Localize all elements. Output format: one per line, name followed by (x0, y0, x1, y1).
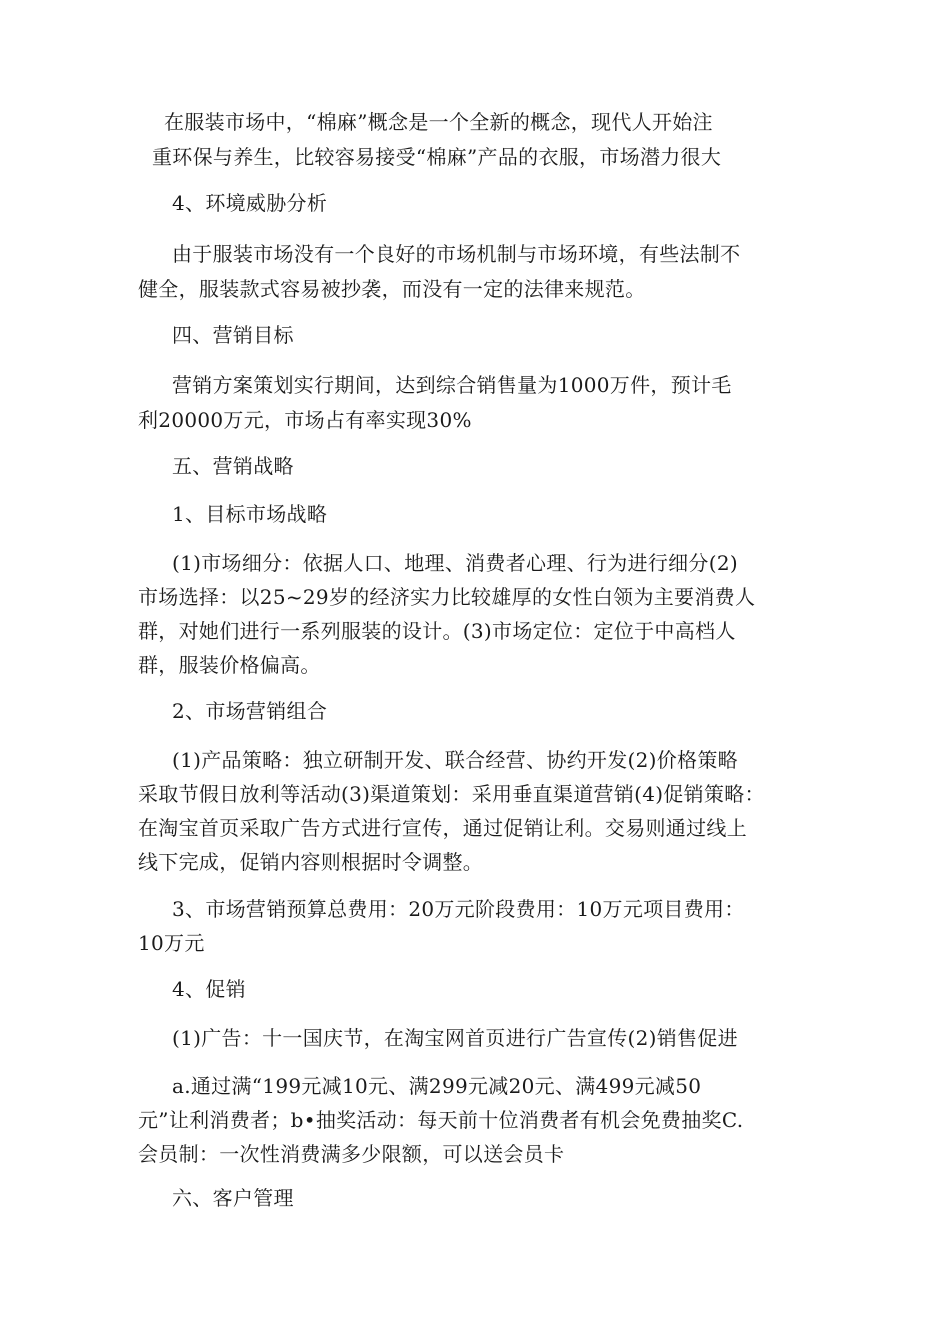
text-line: 在服装市场中，“棉麻”概念是一个全新的概念，现代人开始注 (164, 110, 713, 134)
text-line: (1)产品策略：独立研制开发、联合经营、协约开发(2)价格策略 (172, 748, 738, 772)
text-line: 市场选择：以25~29岁的经济实力比较雄厚的女性白领为主要消费人 (138, 585, 756, 609)
section-heading: 4、促销 (172, 977, 246, 1001)
text-line: 重环保与养生，比较容易接受“棉麻”产品的衣服，市场潜力很大 (152, 145, 722, 169)
text-line: a.通过满“199元减10元、满299元减20元、满499元减50 (172, 1074, 702, 1098)
text-line: 健全，服装款式容易被抄袭，而没有一定的法律来规范。 (138, 277, 646, 301)
text-line: (1)广告：十一国庆节，在淘宝网首页进行广告宣传(2)销售促进 (172, 1026, 738, 1050)
section-heading: 4、环境威胁分析 (172, 191, 328, 215)
text-line: 3、市场营销预算总费用：20万元阶段费用：10万元项目费用： (172, 897, 745, 921)
section-heading: 五、营销战略 (172, 454, 294, 478)
text-line: 利20000万元，市场占有率实现30% (138, 408, 472, 432)
text-line: 营销方案策划实行期间，达到综合销售量为1000万件，预计毛 (172, 373, 732, 397)
section-heading: 2、市场营销组合 (172, 699, 328, 723)
text-line: 采取节假日放利等活动(3)渠道策划：采用垂直渠道营销(4)促销策略： (138, 782, 765, 806)
text-line: 由于服装市场没有一个良好的市场机制与市场环境，有些法制不 (172, 242, 741, 266)
text-line: 群，服装价格偏高。 (138, 653, 321, 677)
text-line: 10万元 (138, 931, 205, 955)
text-line: (1)市场细分：依据人口、地理、消费者心理、行为进行细分(2) (172, 551, 738, 575)
section-heading: 四、营销目标 (172, 323, 294, 347)
text-line: 会员制：一次性消费满多少限额，可以送会员卡 (138, 1142, 565, 1166)
text-line: 线下完成，促销内容则根据时令调整。 (138, 850, 484, 874)
text-line: 群，对她们进行一系列服装的设计。(3)市场定位：定位于中高档人 (138, 619, 736, 643)
section-heading: 1、目标市场战略 (172, 502, 328, 526)
section-heading: 六、客户管理 (172, 1186, 294, 1210)
text-line: 在淘宝首页采取广告方式进行宣传，通过促销让利。交易则通过线上 (138, 816, 747, 840)
text-line: 元”让利消费者；b•抽奖活动：每天前十位消费者有机会免费抽奖C. (138, 1108, 744, 1132)
